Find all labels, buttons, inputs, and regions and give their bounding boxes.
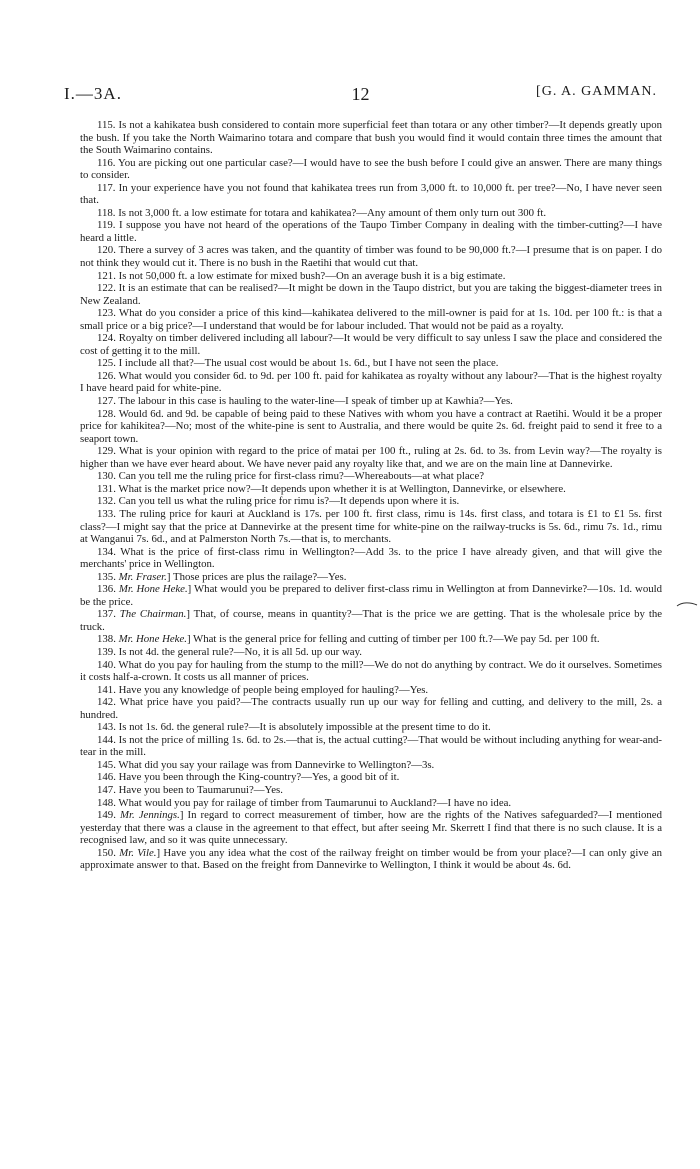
question-answer-paragraph: 131. What is the market price now?—It depends upon whether it is at Wellington, Dannevirke, or elsewhere. [97,482,566,495]
speaker-name: Mr. Fraser. [118,570,167,583]
question-answer-paragraph [80,571,662,584]
evidence-text [80,119,662,872]
question-answer-paragraph: 142. What price have you paid?—The contracts usually run up our way for felling and cutting, and delivery to the mill, 2s. a hundred. [80,696,662,721]
question-answer-paragraph: 119. I suppose you have not heard of the operations of the Taupo Timber Company in dealing with the timber-cutting?—I have heard a little. [80,219,662,244]
paragraph-text: ] That, of course, means in quantity?—That is the price we are getting. That is the wholesale price by the truck. [80,608,663,633]
question-number: 149. [97,809,120,822]
question-number: 138. [97,633,119,646]
witness-name: [G. A. GAMMAN. [536,84,657,99]
paragraph-text: ] What would you be prepared to deliver first-class rimu in Wellington at from Dannevirke?—10s. 1d. would be the price. [80,583,663,608]
page-number: 12 [351,84,370,104]
question-answer-paragraph: 120. There a survey of 3 acres was taken, and the quantity of timber was found to be 90,000 ft.?—I presume that is on paper. I do not think they would cut it. There is no bush in the Raetihi that would cut that. [80,244,662,270]
question-answer-paragraph [80,608,662,633]
speaker-name: Mr. Hone Heke. [118,633,187,646]
question-answer-paragraph: 115. Is not a kahikatea bush considered to contain more superficial feet than totara or any other timber?—It depends greatly upon the bush. If you take the North Waimarino totara and compare that bush you would find it would contain three times the amount that the South Waimarino contains. [80,119,662,157]
speaker-name: Mr. Vile. [119,846,157,859]
question-answer-paragraph: 148. What would you pay for railage of timber from Taumarunui to Auckland?—I have no idea. [97,796,512,809]
question-answer-paragraph: 144. Is not the price of milling 1s. 6d. to 2s.—that is, the actual cutting?—That would be without including anything for wear-and-tear in the mill. [80,733,662,759]
question-number: 136. [97,583,119,596]
question-number: 135. [97,570,119,583]
question-answer-paragraph: 124. Royalty on timber delivered including all labour?—It would be very difficult to say unless I saw the place and considered the cost of getting it to the mill. [80,332,662,357]
paragraph-text: ] What is the general price for felling and cutting of timber per 100 ft.?—We pay 5d. per 100 ft. [186,633,600,646]
question-number: 150. [97,846,120,859]
paragraph-text: ] In regard to correct measurement of timber, how are the rights of the Natives safeguarded?—I mentioned yesterday that there was a clause in the agreement to that effect, but after seeing Mr. Skerrett I find that there is no such clause. It is a recognised law, and so it was quite unnecessary. [80,809,662,847]
question-answer-paragraph: 140. What do you pay for hauling from the stump to the mill?—We do not do anything by contract. We do it ourselves. Sometimes it costs half-a-crown. It costs us all manner of prices. [80,658,662,684]
speaker-name: The Chairman. [119,608,187,621]
question-answer-paragraph: 126. What would you consider 6d. to 9d. per 100 ft. paid for kahikatea as royalty without any labour?—That is the highest royalty I have heard paid for white-pine. [80,369,662,395]
question-answer-paragraph: 141. Have you any knowledge of people being employed for hauling?—Yes. [97,683,429,696]
speaker-name: Mr. Hone Heke. [118,583,188,596]
margin-mark [676,601,698,609]
question-answer-paragraph: 118. Is not 3,000 ft. a low estimate for totara and kahikatea?—Any amount of them only turn out 300 ft. [97,206,547,219]
question-answer-paragraph [80,809,662,847]
question-answer-paragraph [80,847,662,872]
question-answer-paragraph: 134. What is the price of first-class rimu in Wellington?—Add 3s. to the price I have already given, and that will give the merchants' price in Wellington. [80,545,662,571]
question-answer-paragraph: 127. The labour in this case is hauling to the water-line—I speak of timber up at Kawhia?—Yes. [97,395,513,408]
question-answer-paragraph: 117. In your experience have you not found that kahikatea trees run from 3,000 ft. to 10,000 ft. per tree?—No, I have never seen that. [80,181,662,207]
paragraph-text: ] Have you any idea what the cost of the railway freight on timber would be from your place?—I can only give an approximate answer to that. Based on the freight from Dannevirke to Wellington, I think it would be about 4s. 6d. [80,846,663,872]
question-answer-paragraph [80,633,662,646]
question-answer-paragraph: 132. Can you tell us what the ruling price for rimu is?—It depends upon where it is. [97,495,460,508]
question-answer-paragraph: 145. What did you say your railage was from Dannevirke to Wellington?—3s. [97,758,435,771]
question-answer-paragraph: 147. Have you been to Taumarunui?—Yes. [97,783,283,796]
page-header [64,84,657,106]
question-answer-paragraph: 133. The ruling price for kauri at Auckland is 17s. per 100 ft. first class, rimu is 14s. first class, and totara is £1 to £1 5s. first class?—I might say that the price at Dannevirke at the present time for white-pine on the railway-trucks is 5s. 6d., rimu 7s. 1d., rimu at Wanganui 7s. 6d., and at Palmerston North 7s.—that is, to merchants. [80,507,662,546]
question-number: 137. [97,608,120,621]
question-answer-paragraph: 129. What is your opinion with regard to the price of matai per 100 ft., ruling at 2s. 6d. to 3s. from Levin way?—The royalty is higher than we have ever heard about. We have never paid any royalty like that, and we are on the main line at Dannevirke. [80,445,662,470]
speaker-name: Mr. Jennings. [119,809,180,822]
question-answer-paragraph: 128. Would 6d. and 9d. be capable of being paid to these Natives with whom you have a contract at Raetihi. Would it be a proper price for kahikitea?—No; most of the white-pine is sent to Australia, and there would be quite 2s. 6d. freight paid to send it free to a seaport town. [80,407,662,445]
paragraph-text: ] Those prices are plus the railage?—Yes. [166,570,347,583]
question-answer-paragraph: 146. Have you been through the King-country?—Yes, a good bit of it. [97,771,400,784]
paper-reference: I.—3A. [64,84,122,103]
question-answer-paragraph: 123. What do you consider a price of this kind—kahikatea delivered to the mill-owner is paid for at 1s. 10d. per 100 ft.: is that a small price or a big price?—I understand that would be for labour included. That would not be paid as a royalty. [80,307,662,332]
question-answer-paragraph: 122. It is an estimate that can be realised?—It might be down in the Taupo district, but you are taking the biggest-diameter trees in New Zealand. [80,282,662,307]
question-answer-paragraph: 121. Is not 50,000 ft. a low estimate for mixed bush?—On an average bush it is a big estimate. [97,269,506,282]
question-answer-paragraph: 130. Can you tell me the ruling price for first-class rimu?—Whereabouts—at what place? [97,470,485,483]
question-answer-paragraph: 139. Is not 4d. the general rule?—No, it is all 5d. up our way. [97,645,362,658]
question-answer-paragraph [80,583,662,608]
question-answer-paragraph: 143. Is not 1s. 6d. the general rule?—It is absolutely impossible at the present time to do it. [97,721,491,734]
question-answer-paragraph: 125. I include all that?—The usual cost would be about 1s. 6d., but I have not seen the place. [97,357,499,370]
question-answer-paragraph: 116. You are picking out one particular case?—I would have to see the bush before I could give an answer. There are many things to consider. [80,156,662,182]
